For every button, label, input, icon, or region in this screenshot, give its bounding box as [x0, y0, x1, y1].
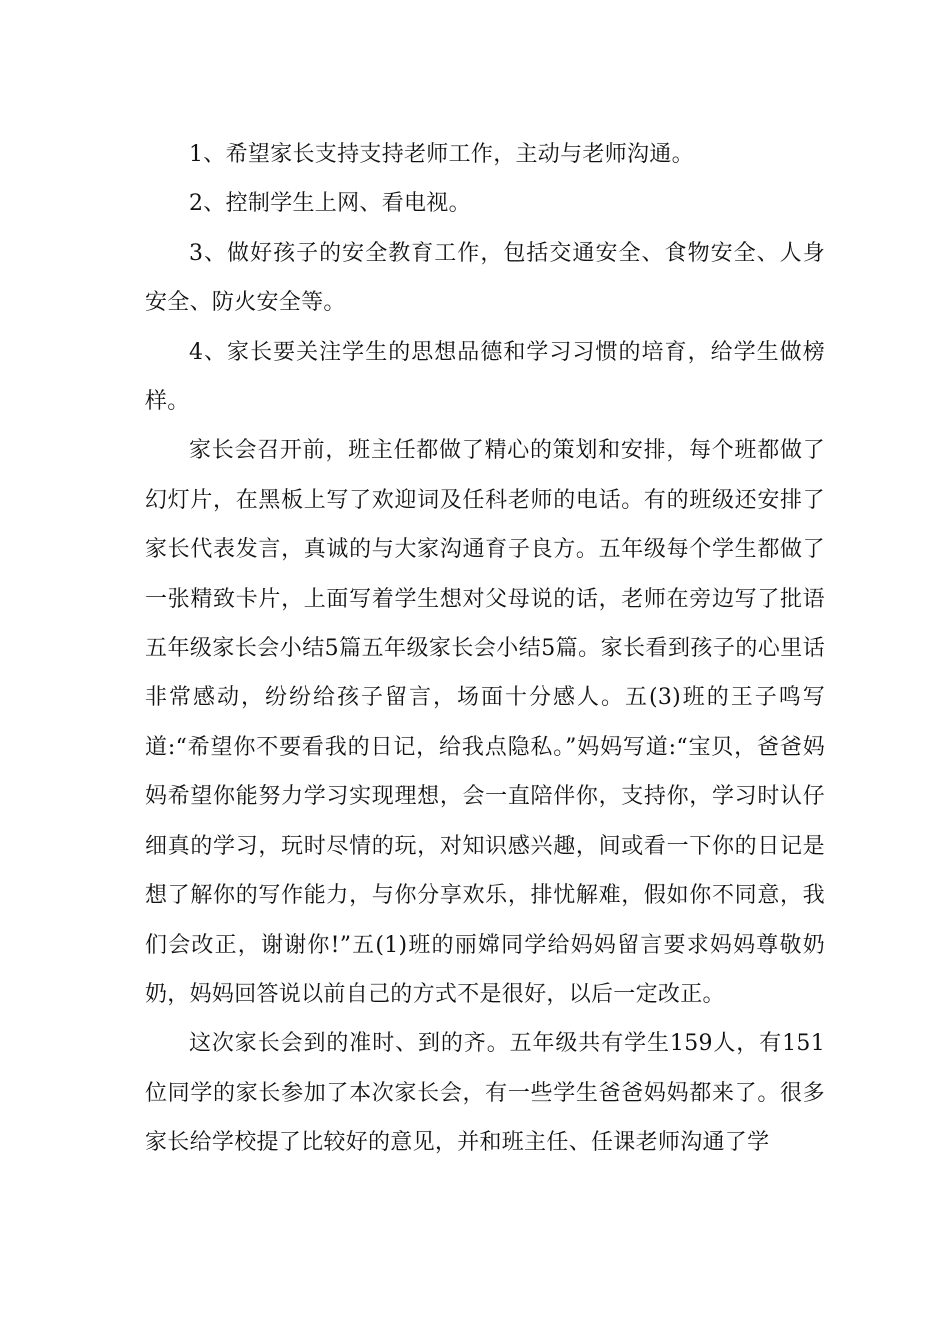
document-body [145, 130, 825, 1168]
paragraph-2: 2、控制学生上网、看电视。 [189, 191, 471, 217]
paragraph-6: 这次家长会到的准时、到的齐。五年级共有学生159人，有151位同学的家长参加了本次家长会，有一些学生爸爸妈妈都来了。很多家长给学校提了比较好的意见，并和班主任、任课老师沟通了学 [145, 1031, 825, 1156]
paragraph-1: 1、希望家长支持支持老师工作，主动与老师沟通。 [189, 142, 694, 167]
paragraph-5: 家长会召开前，班主任都做了精心的策划和安排，每个班都做了幻灯片，在黑板上写了欢迎词及任科老师的电话。有的班级还安排了家长代表发言，真诚的与大家沟通育子良方。五年级每个学生都做了一张精致卡片，上面写着学生想对父母说的话，老师在旁边写了批语五年级家长会小结5篇五年级家长会小结5篇。家长看到孩子的心里话非常感动，纷纷给孩子留言，场面十分感人。五(3)班的王子鸣写道:“希望你不要看我的日记，给我点隐私。”妈妈写道:“宝贝，爸爸妈妈希望你能努力学习实现理想，会一直陪伴你，支持你，学习时认仔细真的学习，玩时尽情的玩，对知识感兴趣，间或看一下你的日记是想了解你的写作能力，与你分享欢乐，排忧解难，假如你不同意，我们会改正，谢谢你!”五(1)班的丽嫦同学给妈妈留言要求妈妈尊敬奶奶，妈妈回答说以前自己的方式不是很好，以后一定改正。 [145, 438, 825, 1007]
paragraph-4: 4、家长要关注学生的思想品德和学习习惯的培育，给学生做榜样。 [145, 339, 825, 415]
paragraph-3: 3、做好孩子的安全教育工作，包括交通安全、食物安全、人身安全、防火安全等。 [145, 240, 825, 316]
